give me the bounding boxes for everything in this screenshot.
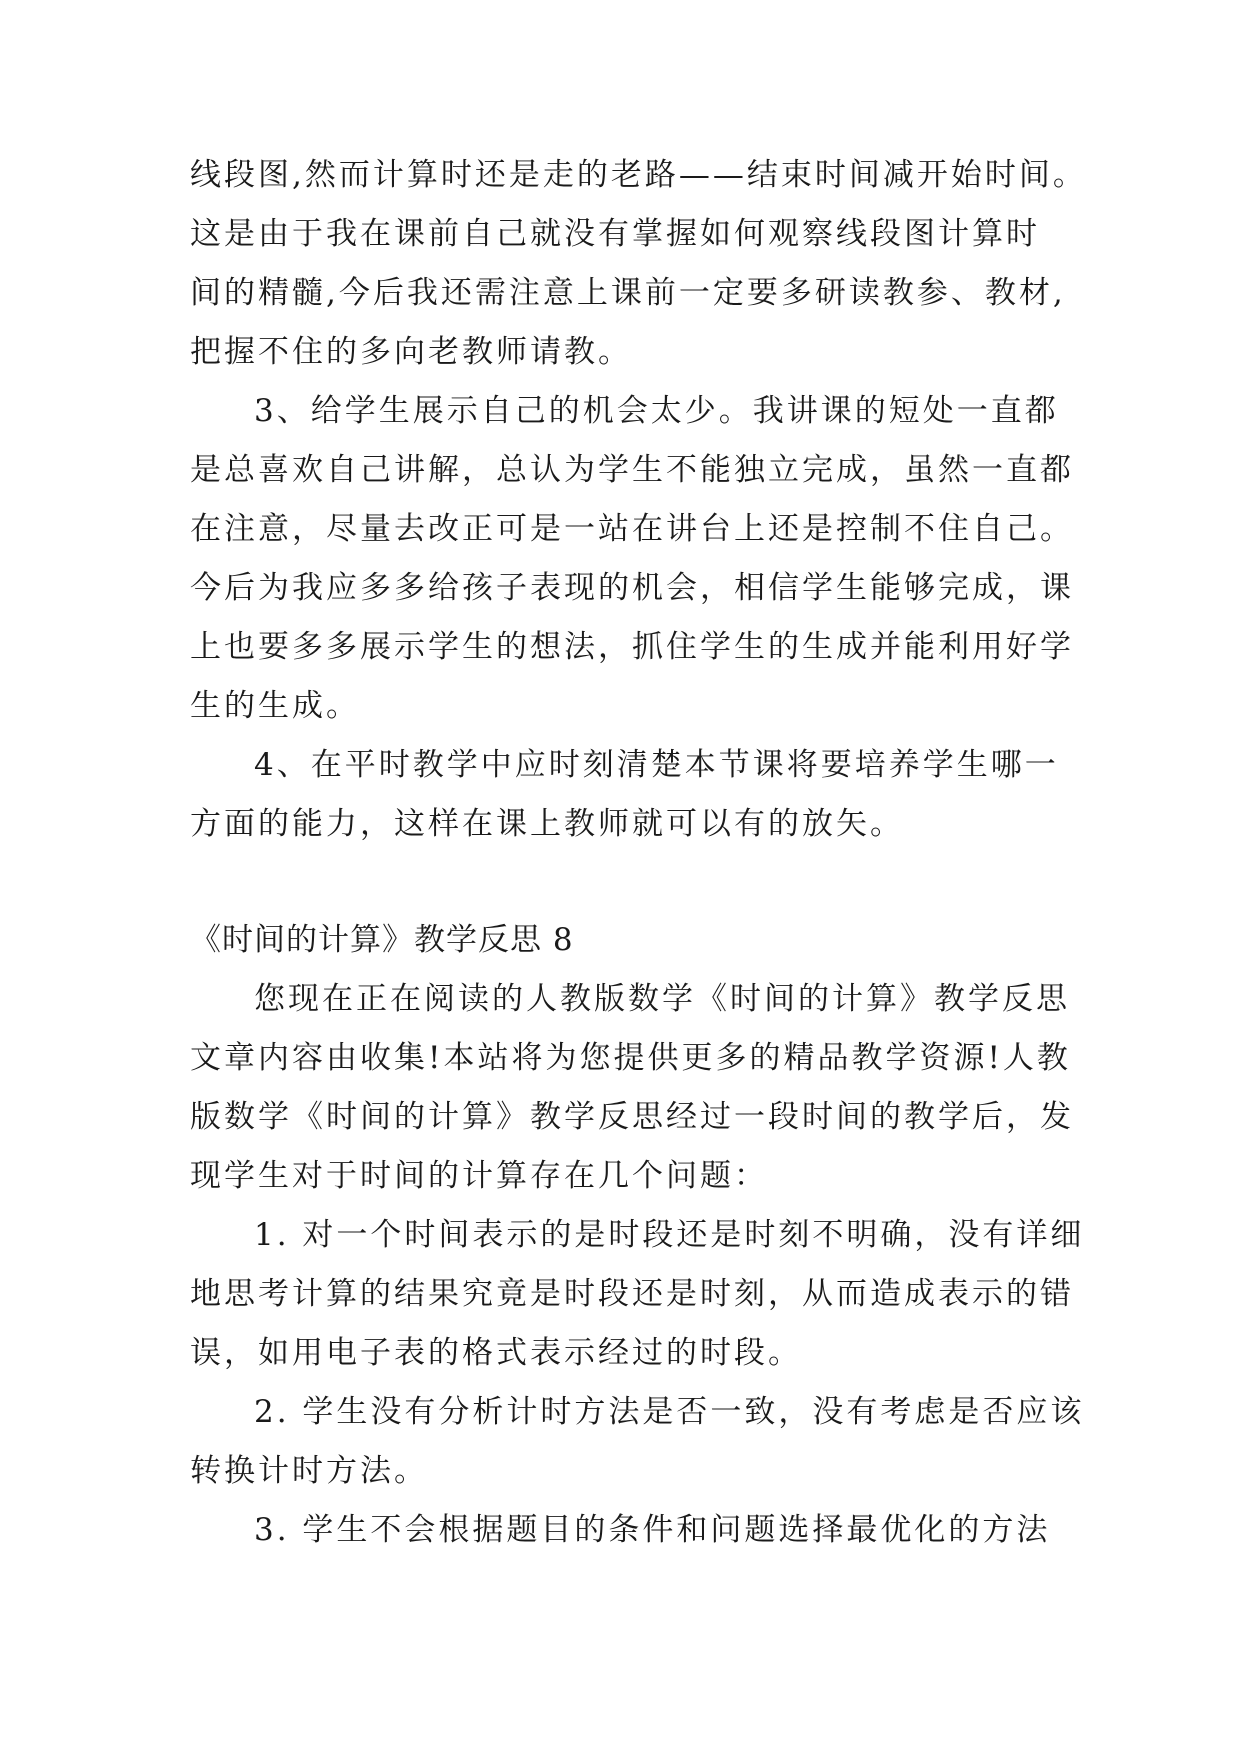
paragraph-line: 文章内容由收集!本站将为您提供更多的精品教学资源!人教 [190, 1040, 1071, 1076]
paragraph-line: 4、在平时教学中应时刻清楚本节课将要培养学生哪一 [254, 747, 1059, 783]
paragraph-line: 版数学《时间的计算》教学反思经过一段时间的教学后，发 [190, 1099, 1074, 1135]
paragraph-line: 线段图,然而计算时还是走的老路——结束时间减开始时间。 [190, 157, 1087, 193]
paragraph-line: 方面的能力，这样在课上教师就可以有的放矢。 [190, 806, 904, 842]
paragraph-line: 在注意，尽量去改正可是一站在讲台上还是控制不住自己。 [190, 511, 1074, 547]
paragraph-line: 您现在正在阅读的人教版数学《时间的计算》教学反思 [254, 981, 1070, 1017]
paragraph-line: 上也要多多展示学生的想法，抓住学生的生成并能利用好学 [190, 629, 1074, 665]
paragraph-line: 把握不住的多向老教师请教。 [190, 334, 632, 370]
paragraph-line: 转换计时方法。 [190, 1453, 428, 1489]
paragraph-line: 生的生成。 [190, 688, 360, 724]
paragraph-line: 这是由于我在课前自己就没有掌握如何观察线段图计算时 [190, 216, 1040, 252]
section-heading: 《时间的计算》教学反思 8 [190, 922, 574, 958]
paragraph-line: 现学生对于时间的计算存在几个问题： [190, 1158, 768, 1194]
paragraph-line: 是总喜欢自己讲解，总认为学生不能独立完成，虽然一直都 [190, 452, 1074, 488]
paragraph-line: 误，如用电子表的格式表示经过的时段。 [190, 1335, 802, 1371]
paragraph-line: 今后为我应多多给孩子表现的机会，相信学生能够完成，课 [190, 570, 1074, 606]
paragraph-line: 3. 学生不会根据题目的条件和问题选择最优化的方法 [254, 1512, 1051, 1548]
paragraph-line: 地思考计算的结果究竟是时段还是时刻，从而造成表示的错 [190, 1276, 1074, 1312]
paragraph-line: 1. 对一个时间表示的是时段还是时刻不明确，没有详细 [254, 1217, 1085, 1253]
paragraph-line: 间的精髓,今后我还需注意上课前一定要多研读教参、教材, [190, 275, 1066, 311]
paragraph-line: 2. 学生没有分析计时方法是否一致，没有考虑是否应该 [254, 1394, 1085, 1430]
paragraph-line: 3、给学生展示自己的机会太少。我讲课的短处一直都 [254, 393, 1059, 429]
